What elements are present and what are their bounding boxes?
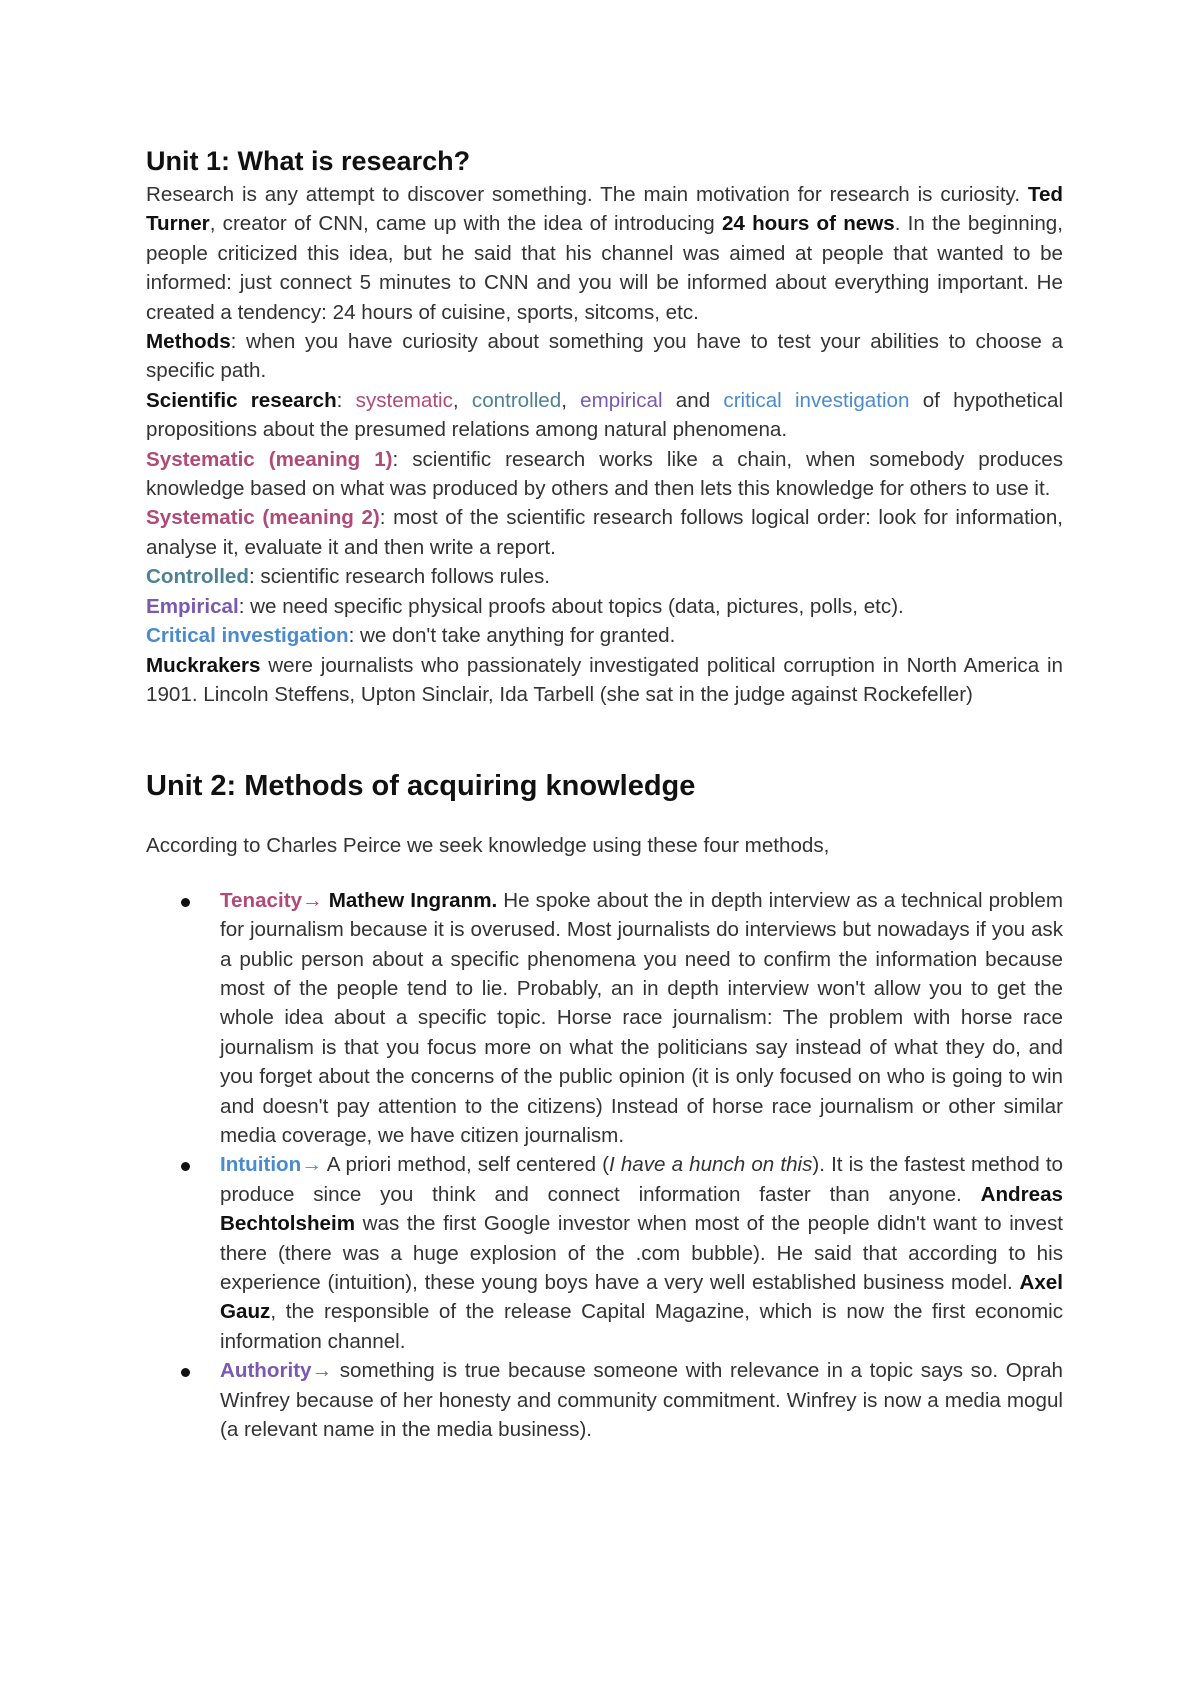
empirical-term: Empirical <box>146 594 239 618</box>
critical-investigation-word: critical investigation <box>723 388 910 412</box>
systematic-meaning2-paragraph: Systematic (meaning 2): most of the scientific research follows logical order: look for information, analyse it, evaluate it and then write a report. <box>146 506 1063 559</box>
bullet-icon <box>181 1162 190 1171</box>
list-item-intuition: Intuition→ A priori method, self centered (I have a hunch on this). It is the fastest method to produce since you think and connect information faster than anyone. Andreas Bechtolsheim was the first Google investor when most of the people didn't want to invest there (there was a huge explosion of the .com bubble). He said that according to his experience (intuition), these young boys have a very well established business model. Axel Gauz, the responsible of the release Capital Magazine, which is now the first economic information channel. <box>220 1150 1063 1356</box>
systematic-meaning2-term: Systematic (meaning 2) <box>146 506 380 530</box>
unit2-heading: Unit 2: Methods of acquiring knowledge <box>146 770 696 803</box>
scientific-research-paragraph: Scientific research: systematic, controlled, empirical and critical investigation of hypothetical propositions about the presumed relations among natural phenomena. <box>146 388 1064 442</box>
tenacity-term: Tenacity→ <box>220 888 323 912</box>
empirical-paragraph: Empirical: we need specific physical proofs about topics (data, pictures, polls, etc). <box>146 594 904 618</box>
scientific-research-term: Scientific research <box>146 388 337 412</box>
mathew-ingranm-name: Mathew Ingranm. <box>328 888 498 912</box>
controlled-word: controlled <box>471 388 562 412</box>
knowledge-methods-list <box>146 886 1063 1445</box>
empirical-word: empirical <box>580 388 663 412</box>
systematic-meaning1-term: Systematic (meaning 1) <box>146 447 393 471</box>
ted-turner-name: Ted Turner <box>146 183 1063 236</box>
unit1-heading: Unit 1: What is research? <box>146 146 471 176</box>
peirce-intro-paragraph: According to Charles Peirce we seek knowledge using these four methods, <box>146 834 830 858</box>
document-body <box>146 142 1063 1444</box>
list-item-authority: Authority→ something is true because someone with relevance in a topic says so. Oprah Winfrey because of her honesty and community commitment. Winfrey is now a media mogul (a relevant name in the media business). <box>220 1356 1063 1444</box>
list-item-tenacity: Tenacity→ Mathew Ingranm. He spoke about the in depth interview as a technical problem for journalism because it is overused. Most journalists do interviews but nowadays if you ask a public person about a specific phenomena you need to confirm the information because most of the people tend to lie. Probably, an in depth interview won't allow you to get the whole idea about a specific topic. Horse race journalism: The problem with horse race journalism is that you focus more on what the politicians say instead of what they do, and you forget about the concerns of the public opinion (it is only focused on who is going to win and doesn't pay attention to the citizens) Instead of horse race journalism or other similar media coverage, we have citizen journalism. <box>220 886 1063 1151</box>
bullet-icon <box>181 898 190 907</box>
critical-investigation-paragraph: Critical investigation: we don't take anything for granted. <box>146 624 676 648</box>
muckrakers-paragraph: Muckrakers were journalists who passionately investigated political corruption in North America in 1901. Lincoln Steffens, Upton Sinclair, Ida Tarbell (she sat in the judge against Rockefeller) <box>146 653 1063 706</box>
controlled-term: Controlled <box>146 565 249 589</box>
24-hours-news: 24 hours of news <box>721 212 895 236</box>
systematic-meaning1-paragraph: Systematic (meaning 1): scientific research works like a chain, when somebody produces knowledge based on what was produced by others and then lets this knowledge for others to use it. <box>146 447 1063 501</box>
research-paragraph: Research is any attempt to discover something. The main motivation for research is curiosity. Ted Turner, creator of CNN, came up with the idea of introducing 24 hours of news. In the beginning, people criticized this idea, but he said that his channel was aimed at people that wanted to be informed: just connect 5 minutes to CNN and you will be informed about everything important. He created a tendency: 24 hours of cuisine, sports, sitcoms, etc. <box>146 183 1063 324</box>
muckrakers-term: Muckrakers <box>146 653 261 677</box>
methods-term: Methods <box>146 330 231 354</box>
bullet-icon <box>181 1368 190 1377</box>
controlled-paragraph: Controlled: scientific research follows rules. <box>146 565 550 589</box>
authority-term: Authority→ <box>220 1359 333 1383</box>
systematic-word: systematic <box>355 388 453 412</box>
hunch-quote: I have a hunch on this <box>609 1153 813 1177</box>
axel-gauz-name: Axel Gauz <box>220 1271 1063 1324</box>
methods-paragraph: Methods: when you have curiosity about something you have to test your abilities to choose a specific path. <box>146 330 1063 383</box>
critical-investigation-term: Critical investigation <box>146 624 349 648</box>
intuition-term: Intuition→ <box>220 1153 322 1177</box>
andreas-bechtolsheim-name: Andreas Bechtolsheim <box>220 1182 1063 1236</box>
